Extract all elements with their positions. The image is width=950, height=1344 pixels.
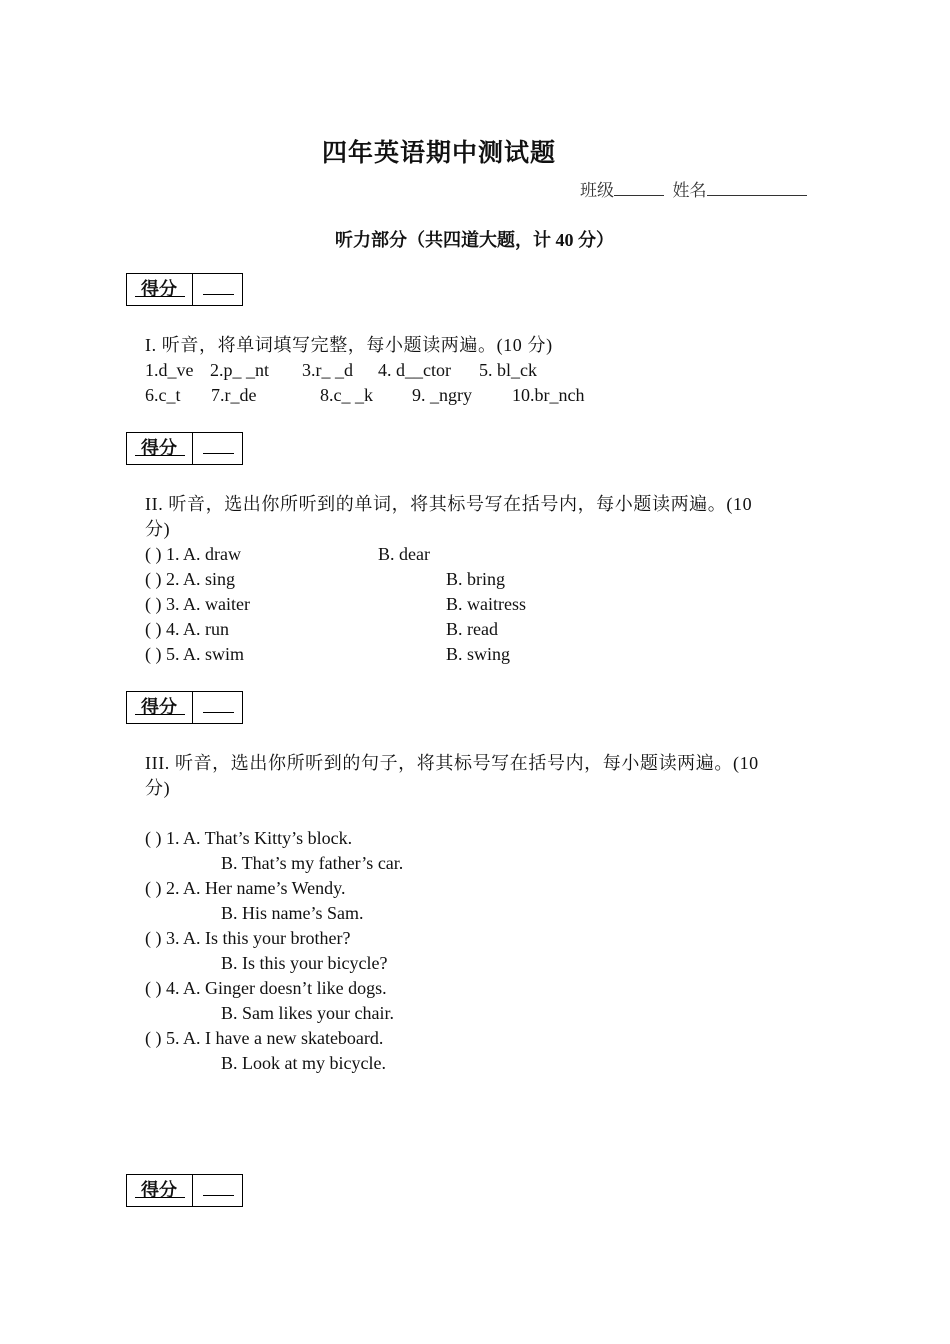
score-label-cell: [127, 692, 193, 723]
sec2-instruction: II. 听音，选出你所听到的单词，将其标号写在括号内，每小题读两遍。(10: [145, 494, 753, 514]
sec2-option-b: B. dear: [378, 544, 430, 564]
sec1-item: 1.d_ve: [145, 360, 194, 380]
sec1-item: 4. d__ctor: [378, 360, 451, 380]
sec1-item: 8.c_ _k: [320, 385, 373, 405]
score-label-underline: [135, 296, 185, 297]
score-blank[interactable]: [203, 1195, 234, 1196]
score-label-underline: [135, 455, 185, 456]
sec1-item: 9. _ngry: [412, 385, 472, 405]
score-box[interactable]: [126, 691, 243, 724]
sec3-option-b: B. Is this your bicycle?: [221, 953, 388, 973]
class-label: 班级: [580, 181, 614, 200]
sec3-question: ( ) 2. A. Her name’s Wendy.: [145, 878, 346, 898]
sec1-item: 6.c_t: [145, 385, 181, 405]
sec3-instruction-cont: 分): [145, 778, 171, 798]
name-label: 姓名: [672, 181, 707, 200]
class-blank[interactable]: [614, 179, 664, 196]
sec2-option-a: ( ) 2. A. sing: [145, 569, 235, 589]
page-title: 四年英语期中测试题: [322, 140, 557, 167]
sec2-option-b: B. waitress: [446, 594, 526, 614]
score-label-cell: [127, 433, 193, 464]
score-label-underline: [135, 1197, 185, 1198]
score-label-underline: [135, 714, 185, 715]
sec3-question: ( ) 3. A. Is this your brother?: [145, 928, 351, 948]
sec1-item: 7.r_de: [211, 385, 257, 405]
score-box[interactable]: [126, 273, 243, 306]
sec1-instruction: I. 听音，将单词填写完整，每小题读两遍。(10 分): [145, 335, 553, 355]
score-box[interactable]: [126, 1174, 243, 1207]
score-label: 得分: [141, 1180, 177, 1201]
score-box[interactable]: [126, 432, 243, 465]
sec3-instruction: III. 听音，选出你所听到的句子，将其标号写在括号内，每小题读两遍。(10: [145, 753, 759, 773]
sec2-option-b: B. bring: [446, 569, 506, 589]
listening-section-header: 听力部分（共四道大题，计 40 分）: [335, 230, 614, 250]
sec3-question: ( ) 4. A. Ginger doesn’t like dogs.: [145, 978, 387, 998]
score-blank[interactable]: [203, 294, 234, 295]
sec2-instruction-cont: 分): [145, 519, 171, 539]
sec2-option-a: ( ) 1. A. draw: [145, 544, 241, 564]
sec1-item: 3.r_ _d: [302, 360, 353, 380]
score-label-cell: [127, 274, 193, 305]
sec3-option-b: B. That’s my father’s car.: [221, 853, 404, 873]
sec3-option-b: B. Look at my bicycle.: [221, 1053, 386, 1073]
sec2-option-b: B. swing: [446, 644, 511, 664]
score-blank[interactable]: [203, 712, 234, 713]
sec3-option-b: B. Sam likes your chair.: [221, 1003, 394, 1023]
sec1-item: 2.p_ _nt: [210, 360, 270, 380]
sec2-option-a: ( ) 4. A. run: [145, 619, 229, 639]
sec2-option-a: ( ) 5. A. swim: [145, 644, 244, 664]
sec3-option-b: B. His name’s Sam.: [221, 903, 364, 923]
score-label: 得分: [141, 279, 177, 300]
sec2-option-b: B. read: [446, 619, 498, 639]
sec2-option-a: ( ) 3. A. waiter: [145, 594, 250, 614]
score-label: 得分: [141, 438, 177, 459]
sec1-item: 5. bl_ck: [479, 360, 537, 380]
score-blank[interactable]: [203, 453, 234, 454]
student-info: [580, 176, 807, 201]
sec1-item: 10.br_nch: [512, 385, 585, 405]
sec3-question: ( ) 1. A. That’s Kitty’s block.: [145, 828, 353, 848]
score-label-cell: [127, 1175, 193, 1206]
score-label: 得分: [141, 697, 177, 718]
sec3-question: ( ) 5. A. I have a new skateboard.: [145, 1028, 384, 1048]
name-blank[interactable]: [707, 179, 807, 196]
